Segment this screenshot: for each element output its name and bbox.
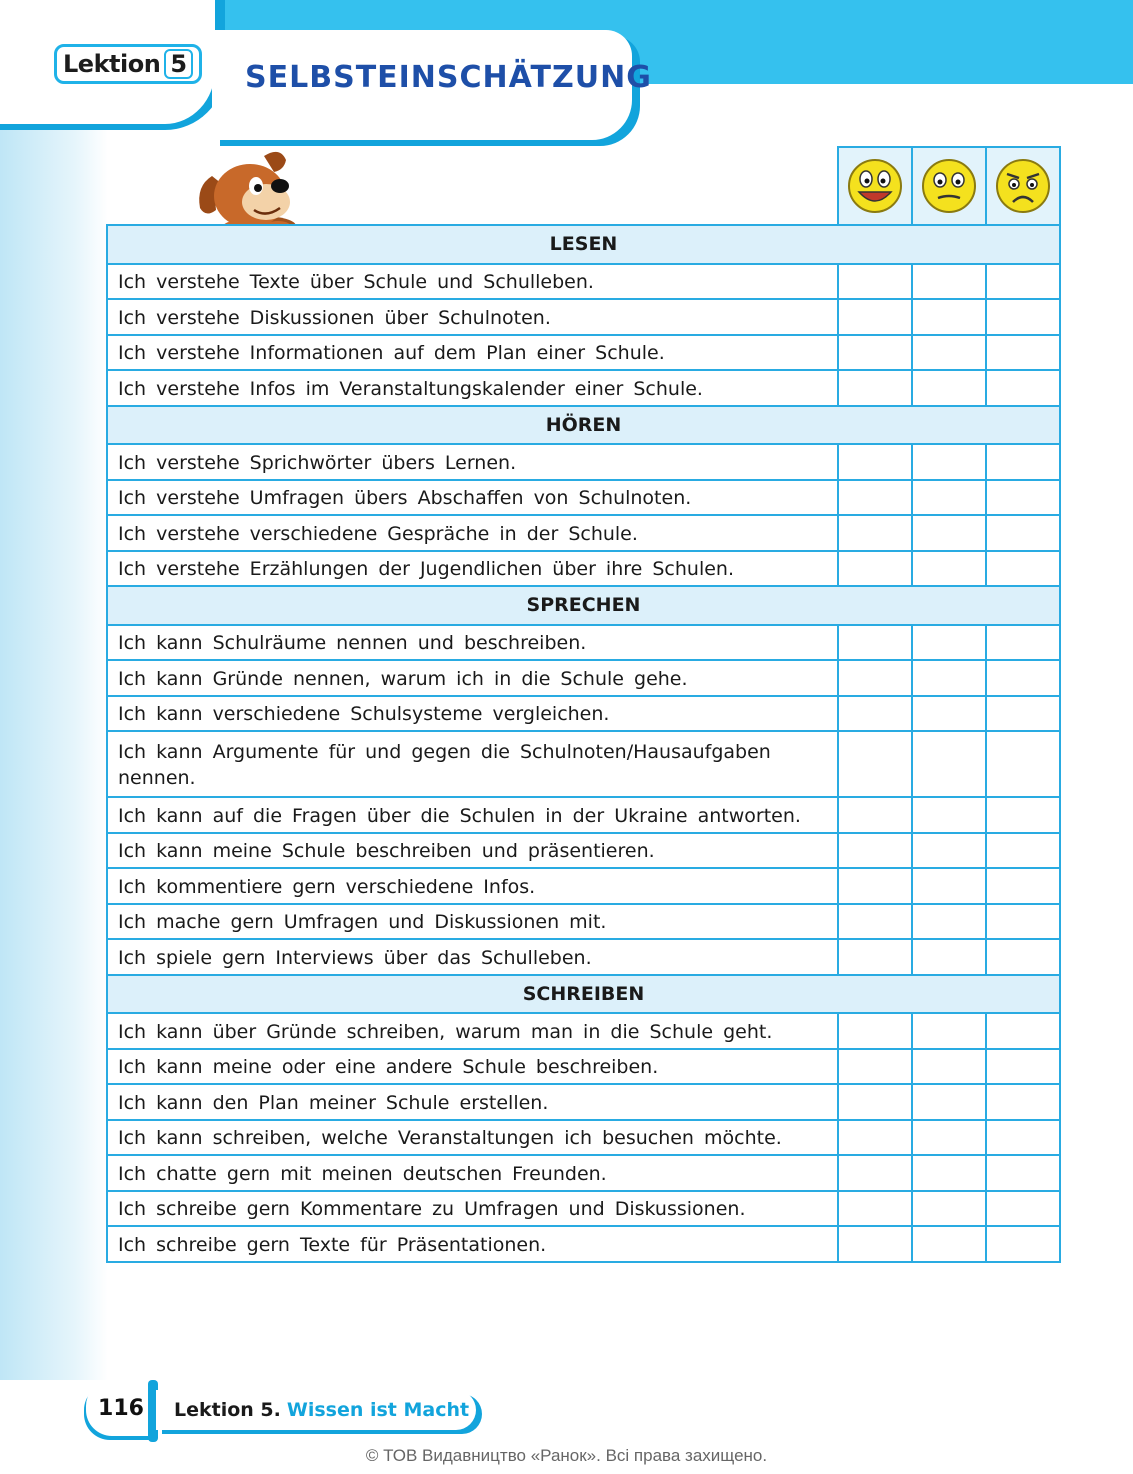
statement-row — [107, 1049, 1060, 1085]
header-spacer — [107, 147, 838, 225]
rating-cell[interactable] — [838, 731, 912, 797]
rating-cell[interactable] — [986, 731, 1060, 797]
rating-cell[interactable] — [912, 1155, 986, 1191]
rating-cell[interactable] — [912, 797, 986, 833]
statement-text: Ich kann den Plan meiner Schule erstellen. — [107, 1084, 838, 1120]
rating-cell[interactable] — [986, 1120, 1060, 1156]
section-title: HÖREN — [107, 406, 1060, 445]
statement-row — [107, 515, 1060, 551]
rating-cell[interactable] — [838, 1120, 912, 1156]
smiley-column-header — [986, 147, 1060, 225]
rating-cell[interactable] — [912, 1084, 986, 1120]
statement-row — [107, 335, 1060, 371]
rating-cell[interactable] — [912, 904, 986, 940]
statement-text: Ich verstehe Diskussionen über Schulnoten. — [107, 299, 838, 335]
statement-text: Ich kann verschiedene Schulsysteme vergleichen. — [107, 696, 838, 732]
statement-text: Ich mache gern Umfragen und Diskussionen mit. — [107, 904, 838, 940]
statement-row — [107, 939, 1060, 975]
statement-text: Ich kann meine Schule beschreiben und präsentieren. — [107, 833, 838, 869]
statement-text: Ich schreibe gern Kommentare zu Umfragen und Diskussionen. — [107, 1191, 838, 1227]
page-title: SELBSTEINSCHÄTZUNG — [245, 60, 652, 95]
section-title: SCHREIBEN — [107, 975, 1060, 1014]
rating-cell[interactable] — [838, 335, 912, 371]
rating-cell[interactable] — [912, 868, 986, 904]
rating-cell[interactable] — [838, 444, 912, 480]
rating-cell[interactable] — [838, 696, 912, 732]
rating-cell[interactable] — [986, 335, 1060, 371]
rating-cell[interactable] — [912, 1120, 986, 1156]
statement-row — [107, 299, 1060, 335]
statement-text: Ich schreibe gern Texte für Präsentationen. — [107, 1226, 838, 1262]
statement-text: Ich chatte gern mit meinen deutschen Freunden. — [107, 1155, 838, 1191]
statement-text: Ich kann meine oder eine andere Schule beschreiben. — [107, 1049, 838, 1085]
statement-text: Ich kommentiere gern verschiedene Infos. — [107, 868, 838, 904]
rating-cell[interactable] — [912, 731, 986, 797]
rating-cell[interactable] — [912, 696, 986, 732]
smiley-column-header — [912, 147, 986, 225]
rating-cell[interactable] — [838, 515, 912, 551]
rating-cell[interactable] — [986, 1155, 1060, 1191]
statement-text: Ich kann Gründe nennen, warum ich in die Schule gehe. — [107, 660, 838, 696]
rating-cell[interactable] — [838, 299, 912, 335]
rating-cell[interactable] — [986, 1084, 1060, 1120]
rating-cell[interactable] — [912, 625, 986, 661]
section-row — [107, 225, 1060, 264]
rating-cell[interactable] — [912, 515, 986, 551]
happy-smiley-icon — [845, 156, 905, 216]
rating-cell[interactable] — [838, 939, 912, 975]
section-title: LESEN — [107, 225, 1060, 264]
statement-row — [107, 904, 1060, 940]
statement-text: Ich kann schreiben, welche Veranstaltungen ich besuchen möchte. — [107, 1120, 838, 1156]
rating-cell[interactable] — [986, 660, 1060, 696]
rating-cell[interactable] — [912, 370, 986, 406]
rating-cell[interactable] — [986, 625, 1060, 661]
rating-cell[interactable] — [986, 299, 1060, 335]
rating-cell[interactable] — [912, 444, 986, 480]
statement-text: Ich verstehe Sprichwörter übers Lernen. — [107, 444, 838, 480]
rating-cell[interactable] — [912, 264, 986, 300]
rating-cell[interactable] — [912, 833, 986, 869]
rating-cell[interactable] — [986, 444, 1060, 480]
rating-cell[interactable] — [912, 660, 986, 696]
lektion-badge — [54, 44, 202, 84]
footer-lektion-label: Lektion 5. — [174, 1399, 281, 1421]
rating-cell[interactable] — [986, 551, 1060, 587]
rating-cell[interactable] — [912, 551, 986, 587]
rating-cell[interactable] — [838, 264, 912, 300]
statement-row — [107, 264, 1060, 300]
neutral-smiley-icon — [919, 156, 979, 216]
statement-row — [107, 444, 1060, 480]
left-gradient-band — [0, 0, 108, 1380]
rating-cell[interactable] — [838, 1013, 912, 1049]
rating-cell[interactable] — [986, 904, 1060, 940]
rating-cell[interactable] — [912, 1013, 986, 1049]
rating-cell[interactable] — [986, 939, 1060, 975]
statement-row — [107, 1084, 1060, 1120]
statement-text: Ich kann auf die Fragen über die Schulen in der Ukraine antworten. — [107, 797, 838, 833]
rating-cell[interactable] — [912, 1226, 986, 1262]
statement-row — [107, 797, 1060, 833]
statement-row — [107, 1226, 1060, 1262]
section-title: SPRECHEN — [107, 586, 1060, 625]
rating-cell[interactable] — [912, 1049, 986, 1085]
smiley-header-row — [107, 147, 1060, 225]
statement-row — [107, 696, 1060, 732]
rating-cell[interactable] — [912, 1191, 986, 1227]
lektion-number: 5 — [164, 49, 193, 79]
statement-text: Ich kann Argumente für und gegen die Schulnoten/Hausaufgaben nennen. — [107, 731, 838, 797]
rating-cell[interactable] — [986, 833, 1060, 869]
statement-text: Ich kann Schulräume nennen und beschreiben. — [107, 625, 838, 661]
rating-cell[interactable] — [912, 335, 986, 371]
rating-cell[interactable] — [986, 370, 1060, 406]
lektion-word: Lektion — [63, 50, 161, 78]
rating-cell[interactable] — [986, 868, 1060, 904]
statement-row — [107, 1191, 1060, 1227]
statement-text: Ich verstehe Texte über Schule und Schulleben. — [107, 264, 838, 300]
statement-row — [107, 1120, 1060, 1156]
page-number: 116 — [86, 1380, 156, 1436]
statement-row — [107, 625, 1060, 661]
rating-cell[interactable] — [838, 1049, 912, 1085]
self-assessment-table — [106, 146, 1061, 1263]
rating-cell[interactable] — [986, 1013, 1060, 1049]
rating-cell[interactable] — [838, 868, 912, 904]
rating-cell[interactable] — [838, 1226, 912, 1262]
section-row — [107, 975, 1060, 1014]
section-row — [107, 406, 1060, 445]
statement-text: Ich verstehe verschiedene Gespräche in der Schule. — [107, 515, 838, 551]
smiley-column-header — [838, 147, 912, 225]
statement-row — [107, 1013, 1060, 1049]
rating-cell[interactable] — [838, 833, 912, 869]
statement-row — [107, 480, 1060, 516]
rating-cell[interactable] — [838, 1155, 912, 1191]
statement-text: Ich spiele gern Interviews über das Schulleben. — [107, 939, 838, 975]
statement-text: Ich verstehe Informationen auf dem Plan einer Schule. — [107, 335, 838, 371]
rating-cell[interactable] — [912, 480, 986, 516]
rating-cell[interactable] — [986, 1191, 1060, 1227]
statement-text: Ich verstehe Infos im Veranstaltungskalender einer Schule. — [107, 370, 838, 406]
rating-cell[interactable] — [838, 797, 912, 833]
angry-smiley-icon — [993, 156, 1053, 216]
statement-row — [107, 868, 1060, 904]
copyright-notice: © ТОВ Видавництво «Ранок». Всі права захищено. — [365, 1446, 768, 1465]
section-row — [107, 586, 1060, 625]
statement-row — [107, 731, 1060, 797]
rating-cell[interactable] — [986, 264, 1060, 300]
rating-cell[interactable] — [838, 370, 912, 406]
rating-cell[interactable] — [986, 515, 1060, 551]
rating-cell[interactable] — [838, 1084, 912, 1120]
rating-cell[interactable] — [838, 904, 912, 940]
statement-text: Ich verstehe Erzählungen der Jugendlichen über ihre Schulen. — [107, 551, 838, 587]
rating-cell[interactable] — [838, 480, 912, 516]
footer-lektion-title: Wissen ist Macht — [286, 1399, 470, 1421]
statement-row — [107, 1155, 1060, 1191]
rating-cell[interactable] — [986, 1226, 1060, 1262]
rating-cell[interactable] — [986, 797, 1060, 833]
rating-cell[interactable] — [838, 660, 912, 696]
rating-cell[interactable] — [986, 480, 1060, 516]
rating-cell[interactable] — [838, 551, 912, 587]
rating-cell[interactable] — [986, 1049, 1060, 1085]
statement-row — [107, 370, 1060, 406]
rating-cell[interactable] — [838, 1191, 912, 1227]
statement-text: Ich verstehe Umfragen übers Abschaffen von Schulnoten. — [107, 480, 838, 516]
rating-cell[interactable] — [986, 696, 1060, 732]
statement-text: Ich kann über Gründe schreiben, warum man in die Schule geht. — [107, 1013, 838, 1049]
rating-cell[interactable] — [912, 299, 986, 335]
statement-row — [107, 551, 1060, 587]
rating-cell[interactable] — [912, 939, 986, 975]
rating-cell[interactable] — [838, 625, 912, 661]
statement-row — [107, 660, 1060, 696]
statement-row — [107, 833, 1060, 869]
footer-lektion-tab — [156, 1390, 476, 1430]
